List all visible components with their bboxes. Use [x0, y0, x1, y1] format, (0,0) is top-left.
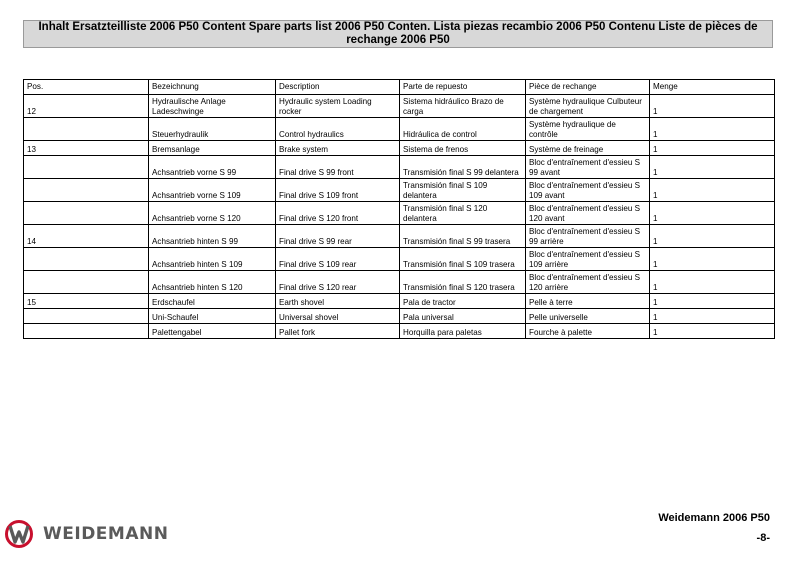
cell-piece: Bloc d'entraînement d'essieu S 120 arrière [526, 271, 650, 294]
table-row [24, 95, 775, 118]
cell-bezeichnung: Achsantrieb vorne S 120 [149, 202, 276, 225]
table-row [24, 324, 775, 339]
weidemann-logo-icon [5, 519, 33, 549]
cell-menge: 1 [650, 156, 775, 179]
cell-parte: Transmisión final S 99 delantera [400, 156, 526, 179]
cell-bezeichnung: Steuerhydraulik [149, 118, 276, 141]
table-row [24, 141, 775, 156]
cell-piece: Fourche à palette [526, 324, 650, 339]
cell-description: Final drive S 99 rear [276, 225, 400, 248]
cell-piece: Système de freinage [526, 141, 650, 156]
cell-pos [24, 324, 149, 339]
cell-pos [24, 118, 149, 141]
column-header-parte: Parte de repuesto [400, 80, 526, 95]
table-row [24, 248, 775, 271]
cell-parte: Horquilla para paletas [400, 324, 526, 339]
table-row [24, 179, 775, 202]
cell-menge: 1 [650, 248, 775, 271]
cell-menge: 1 [650, 225, 775, 248]
cell-bezeichnung: Uni-Schaufel [149, 309, 276, 324]
cell-piece: Bloc d'entraînement d'essieu S 109 arrière [526, 248, 650, 271]
cell-piece: Bloc d'entraînement d'essieu S 109 avant [526, 179, 650, 202]
cell-parte: Hidráulica de control [400, 118, 526, 141]
table-row [24, 225, 775, 248]
cell-piece: Pelle universelle [526, 309, 650, 324]
cell-description: Final drive S 120 rear [276, 271, 400, 294]
cell-bezeichnung: Erdschaufel [149, 294, 276, 309]
document-title-bar [23, 20, 773, 48]
cell-description: Universal shovel [276, 309, 400, 324]
cell-parte: Sistema de frenos [400, 141, 526, 156]
cell-bezeichnung: Achsantrieb vorne S 99 [149, 156, 276, 179]
cell-menge: 1 [650, 95, 775, 118]
table-row [24, 271, 775, 294]
table-row [24, 294, 775, 309]
cell-description: Hydraulic system Loading rocker [276, 95, 400, 118]
cell-piece: Bloc d'entraînement d'essieu S 99 arrière [526, 225, 650, 248]
cell-piece: Bloc d'entraînement d'essieu S 99 avant [526, 156, 650, 179]
cell-menge: 1 [650, 294, 775, 309]
cell-description: Earth shovel [276, 294, 400, 309]
cell-parte: Pala universal [400, 309, 526, 324]
table-row [24, 202, 775, 225]
cell-bezeichnung: Hydraulische Anlage Ladeschwinge [149, 95, 276, 118]
document-title: Inhalt Ersatzteilliste 2006 P50 Content Spare parts list 2006 P50 Conten. Lista piezas recambio 2006 P50 Contenu Liste de pièces de rechange 2006 P50 [38, 21, 758, 46]
cell-piece: Système hydraulique de contrôle [526, 118, 650, 141]
cell-pos [24, 248, 149, 271]
cell-description: Final drive S 120 front [276, 202, 400, 225]
column-header-description: Description [276, 80, 400, 95]
cell-pos [24, 179, 149, 202]
cell-menge: 1 [650, 202, 775, 225]
column-header-piece: Pièce de rechange [526, 80, 650, 95]
cell-parte: Transmisión final S 109 trasera [400, 248, 526, 271]
cell-piece: Pelle à terre [526, 294, 650, 309]
table-header-row [24, 80, 775, 95]
cell-pos: 14 [24, 225, 149, 248]
brand-name: WEIDEMANN [43, 524, 169, 544]
cell-pos [24, 156, 149, 179]
cell-menge: 1 [650, 271, 775, 294]
table-row [24, 156, 775, 179]
cell-pos: 12 [24, 95, 149, 118]
cell-menge: 1 [650, 324, 775, 339]
cell-description: Final drive S 109 rear [276, 248, 400, 271]
cell-pos [24, 271, 149, 294]
column-header-bezeichnung: Bezeichnung [149, 80, 276, 95]
cell-bezeichnung: Achsantrieb vorne S 109 [149, 179, 276, 202]
cell-parte: Transmisión final S 109 delantera [400, 179, 526, 202]
cell-menge: 1 [650, 141, 775, 156]
cell-bezeichnung: Achsantrieb hinten S 99 [149, 225, 276, 248]
spare-parts-table [23, 79, 775, 339]
table-row [24, 309, 775, 324]
cell-description: Control hydraulics [276, 118, 400, 141]
cell-pos [24, 202, 149, 225]
column-header-menge: Menge [650, 80, 775, 95]
cell-bezeichnung: Achsantrieb hinten S 120 [149, 271, 276, 294]
cell-parte: Pala de tractor [400, 294, 526, 309]
cell-bezeichnung: Bremsanlage [149, 141, 276, 156]
page-number: -8- [756, 532, 770, 544]
cell-parte: Sistema hidráulico Brazo de carga [400, 95, 526, 118]
cell-menge: 1 [650, 179, 775, 202]
column-header-pos: Pos. [24, 80, 149, 95]
cell-bezeichnung: Palettengabel [149, 324, 276, 339]
cell-parte: Transmisión final S 120 trasera [400, 271, 526, 294]
cell-description: Pallet fork [276, 324, 400, 339]
cell-pos: 13 [24, 141, 149, 156]
table-row [24, 118, 775, 141]
cell-pos [24, 309, 149, 324]
cell-pos: 15 [24, 294, 149, 309]
cell-piece: Bloc d'entraînement d'essieu S 120 avant [526, 202, 650, 225]
cell-piece: Système hydraulique Culbuteur de chargement [526, 95, 650, 118]
cell-description: Final drive S 109 front [276, 179, 400, 202]
cell-menge: 1 [650, 309, 775, 324]
cell-parte: Transmisión final S 99 trasera [400, 225, 526, 248]
footer-document-title: Weidemann 2006 P50 [658, 512, 770, 524]
cell-menge: 1 [650, 118, 775, 141]
weidemann-logo [5, 519, 168, 549]
cell-bezeichnung: Achsantrieb hinten S 109 [149, 248, 276, 271]
cell-parte: Transmisión final S 120 delantera [400, 202, 526, 225]
cell-description: Final drive S 99 front [276, 156, 400, 179]
cell-description: Brake system [276, 141, 400, 156]
